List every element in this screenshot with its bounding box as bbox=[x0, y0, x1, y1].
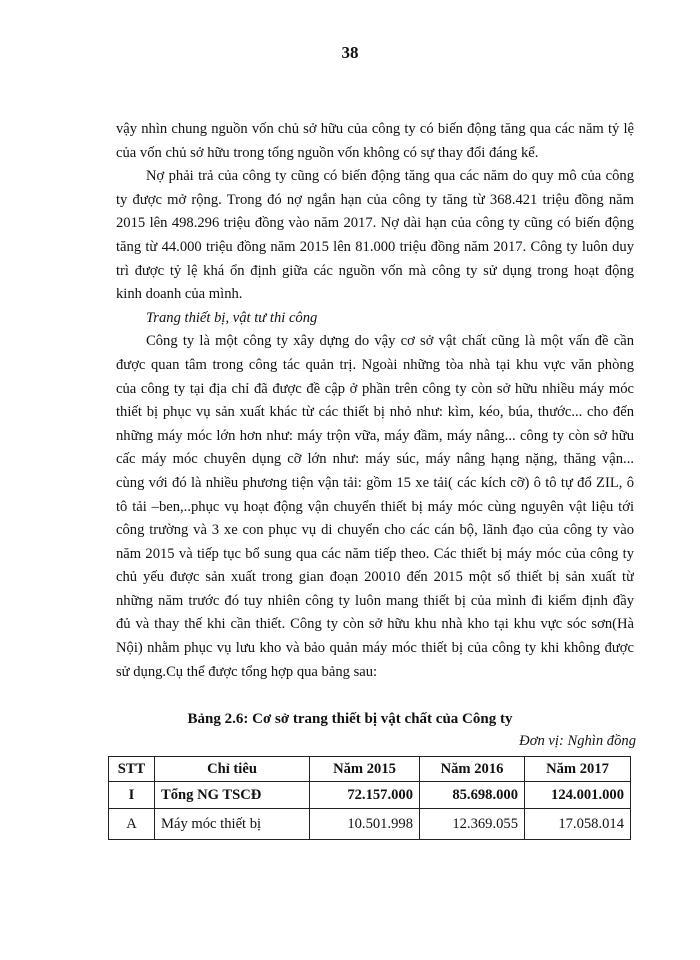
table-cell: 124.001.000 bbox=[525, 782, 631, 809]
section-heading: Trang thiết bị, vật tư thi công bbox=[146, 309, 318, 326]
text-line: Nợ phải trả của công ty cũng có biến động tăng qua các năm do quy mô của công bbox=[146, 168, 634, 185]
table-cell: 72.157.000 bbox=[310, 782, 420, 809]
table-cell: 85.698.000 bbox=[420, 782, 525, 809]
table-cell: A bbox=[109, 809, 155, 840]
header-indicator: Chỉ tiêu bbox=[155, 757, 310, 782]
text-line: trì được tỷ lệ khá ổn định giữa các nguồn vốn mà công ty sử dụng trong hoạt động bbox=[116, 262, 634, 279]
text-line: thiết bị phục vụ sản xuất khác từ các thiết bị nhỏ như: kìm, kéo, búa, thước... cho đến bbox=[116, 404, 634, 421]
body-text bbox=[116, 118, 634, 684]
table-header-row bbox=[109, 757, 631, 782]
table-cell: 10.501.998 bbox=[310, 809, 420, 840]
text-line: vậy nhìn chung nguồn vốn chủ sở hữu của công ty có biến động tăng qua các năm tỷ lệ bbox=[116, 121, 634, 137]
text-line: của vốn chủ sở hữu trong tổng nguồn vốn không có sự thay đổi đáng kể. bbox=[116, 144, 539, 161]
header-year-2015: Năm 2015 bbox=[310, 757, 420, 782]
text-line: ty được mở rộng. Trong đó nợ ngắn hạn của công ty tăng từ 368.421 triệu đồng năm bbox=[116, 191, 634, 208]
text-line: những máy móc lớn hơn như: máy trộn vữa, máy đầm, máy nâng... công ty còn sở hữu bbox=[116, 427, 634, 444]
page-number: 38 bbox=[341, 43, 359, 62]
table-row bbox=[109, 782, 631, 809]
table-caption: Bảng 2.6: Cơ sở trang thiết bị vật chất của Công ty bbox=[187, 711, 513, 727]
header-stt: STT bbox=[109, 757, 155, 782]
text-line: tăng từ 44.000 triệu đồng năm 2015 lên 81.000 triệu đồng năm 2017. Công ty luôn duy bbox=[116, 238, 634, 255]
text-line: cùng với đó là nhiều phương tiện vận tải: gồm 15 xe tải( các kích cỡ) ô tô tự đổ ZIL, ô bbox=[116, 474, 634, 491]
table-row bbox=[109, 809, 631, 840]
text-line: sử dụng.Cụ thể được tổng hợp qua bảng sau: bbox=[116, 663, 378, 680]
table-cell: 12.369.055 bbox=[420, 809, 525, 840]
text-line: của công ty tại địa chỉ đã được đề cập ở phần trên công ty còn sở hữu nhiều máy móc bbox=[116, 380, 634, 397]
table-unit-note: Đơn vị: Nghìn đồng bbox=[519, 733, 636, 749]
header-year-2017: Năm 2017 bbox=[525, 757, 631, 782]
table-cell: Máy móc thiết bị bbox=[155, 809, 310, 840]
table-cell: 17.058.014 bbox=[525, 809, 631, 840]
text-line: năm 2015 và tiếp tục bổ sung qua các năm tiếp theo. Các thiết bị máy móc của công ty bbox=[116, 545, 634, 562]
text-line: công trường và 3 xe con phục vụ di chuyển cho các cán bộ, lãnh đạo của công ty vào bbox=[116, 522, 634, 539]
header-year-2016: Năm 2016 bbox=[420, 757, 525, 782]
text-line: đủ và thay thế khi cần thiết. Công ty còn sở hữu khu nhà kho tại khu vực sóc sơn(Hà bbox=[116, 616, 634, 633]
text-line: được quan tâm trong công tác quản trị. Ngoài những tòa nhà tại khu vực văn phòng bbox=[116, 356, 634, 373]
table-cell: I bbox=[109, 782, 155, 809]
text-line: cấc máy móc chuyên dụng cỡ lớn như: máy súc, máy nâng hạng nặng, thăng vận... bbox=[116, 451, 634, 468]
text-line: Công ty là một công ty xây dựng do vậy cơ sở vật chất cũng là một vấn đề cần bbox=[146, 333, 634, 350]
text-line: tô tải –ben,..phục vụ hoạt động vận chuyển thiết bị máy móc cùng nguyên vật liệu tới bbox=[116, 498, 634, 515]
text-line: 2015 lên 498.296 triệu đồng vào năm 2017. Nợ dài hạn của công ty cũng có biến động bbox=[116, 215, 634, 232]
text-line: những năm trước đó tuy nhiên công ty luôn mang thiết bị của mình đi kiểm định đầy bbox=[116, 592, 634, 609]
table-cell: Tổng NG TSCĐ bbox=[155, 782, 310, 809]
text-line: Nội) nhằm phục vụ lưu kho và bảo quản máy móc thiết bị của công ty khi không được bbox=[116, 640, 634, 657]
text-line: chủ yếu được sản xuất trong gian đoạn 20010 đến 2015 một số thiết bị sản xuất từ bbox=[116, 569, 634, 586]
assets-table bbox=[108, 756, 631, 840]
text-line: kinh doanh của mình. bbox=[116, 286, 243, 303]
